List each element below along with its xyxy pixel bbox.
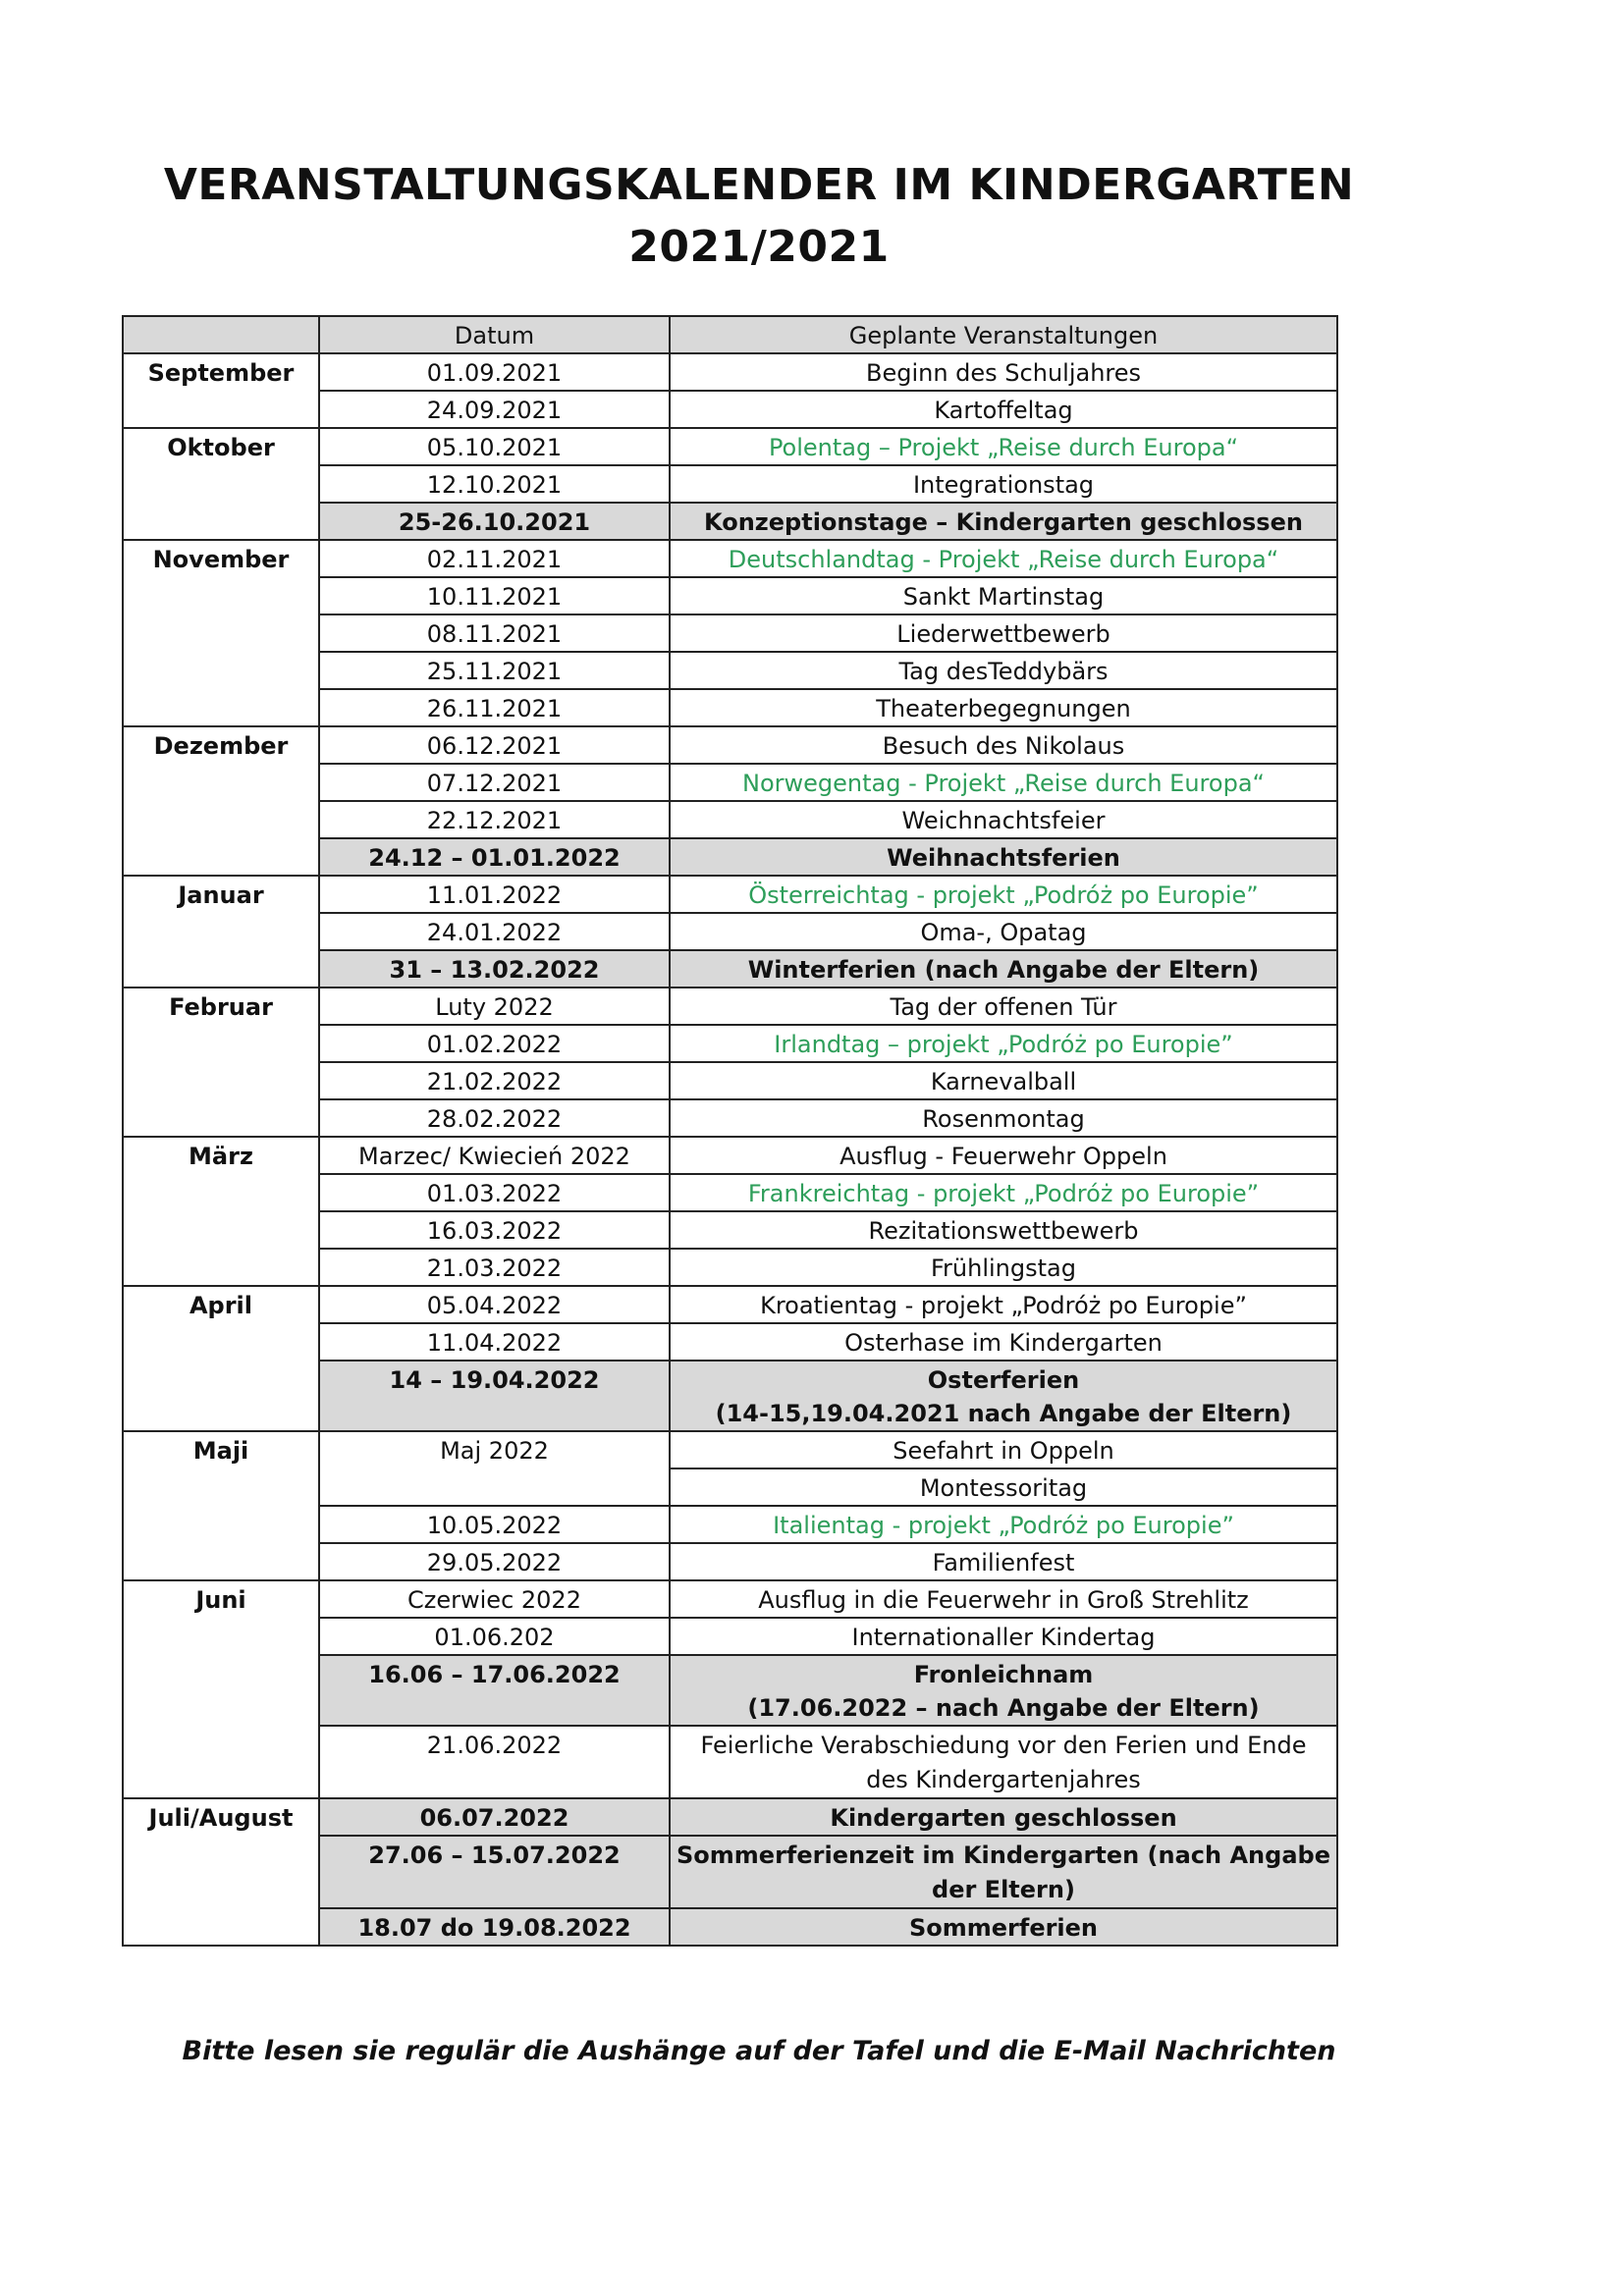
table-row xyxy=(123,353,1337,391)
date-cell: 11.01.2022 xyxy=(319,876,670,913)
footer-note: Bitte lesen sie regulär die Aushänge auf der Tafel und die E-Mail Nachrichten xyxy=(182,2036,1336,2066)
date-cell: 25.11.2021 xyxy=(319,652,670,689)
date-cell: 18.07 do 19.08.2022 xyxy=(319,1908,670,1946)
event-line-note: (14-15,19.04.2021 nach Angabe der Eltern) xyxy=(715,1400,1292,1427)
event-cell: Ausflug in die Feuerwehr in Groß Strehlitz xyxy=(670,1580,1337,1618)
month-cell: Dezember xyxy=(123,726,319,876)
date-cell: 28.02.2022 xyxy=(319,1099,670,1137)
event-cell: Norwegentag - Projekt „Reise durch Europa“ xyxy=(670,764,1337,801)
header-event: Geplante Veranstaltungen xyxy=(670,316,1337,353)
event-cell: Montessoritag xyxy=(670,1468,1337,1506)
event-cell: Deutschlandtag - Projekt „Reise durch Europa“ xyxy=(670,540,1337,577)
date-cell: 01.09.2021 xyxy=(319,353,670,391)
table-row xyxy=(123,726,1337,764)
date-cell: Luty 2022 xyxy=(319,988,670,1025)
event-cell: Integrationstag xyxy=(670,465,1337,503)
event-cell: Oma-, Opatag xyxy=(670,913,1337,950)
date-cell: 26.11.2021 xyxy=(319,689,670,726)
date-cell: 10.05.2022 xyxy=(319,1506,670,1543)
event-cell: Familienfest xyxy=(670,1543,1337,1580)
date-cell: 29.05.2022 xyxy=(319,1543,670,1580)
event-cell: Kroatientag - projekt „Podróż po Europie” xyxy=(670,1286,1337,1323)
month-cell: April xyxy=(123,1286,319,1431)
month-cell: Juli/August xyxy=(123,1798,319,1946)
event-cell: Internationaller Kindertag xyxy=(670,1618,1337,1655)
date-cell: 25-26.10.2021 xyxy=(319,503,670,540)
date-cell: 21.02.2022 xyxy=(319,1062,670,1099)
date-cell: 05.04.2022 xyxy=(319,1286,670,1323)
event-cell: Winterferien (nach Angabe der Eltern) xyxy=(670,950,1337,988)
date-cell: 24.01.2022 xyxy=(319,913,670,950)
date-cell: 24.09.2021 xyxy=(319,391,670,428)
date-cell: 21.03.2022 xyxy=(319,1249,670,1286)
event-cell: Kartoffeltag xyxy=(670,391,1337,428)
date-cell: Czerwiec 2022 xyxy=(319,1580,670,1618)
event-cell: Frühlingstag xyxy=(670,1249,1337,1286)
month-cell: Januar xyxy=(123,876,319,988)
event-cell: Weichnachtsfeier xyxy=(670,801,1337,838)
event-cell xyxy=(670,1655,1337,1726)
date-cell: 27.06 – 15.07.2022 xyxy=(319,1836,670,1908)
event-cell: Rezitationswettbewerb xyxy=(670,1211,1337,1249)
event-cell: Besuch des Nikolaus xyxy=(670,726,1337,764)
month-cell: Maji xyxy=(123,1431,319,1580)
event-cell: Beginn des Schuljahres xyxy=(670,353,1337,391)
table-row xyxy=(123,428,1337,465)
event-cell: Tag desTeddybärs xyxy=(670,652,1337,689)
month-cell: Februar xyxy=(123,988,319,1137)
date-cell: 07.12.2021 xyxy=(319,764,670,801)
event-cell: Feierliche Verabschiedung vor den Ferien und Ende des Kindergartenjahres xyxy=(670,1726,1337,1798)
date-cell: 12.10.2021 xyxy=(319,465,670,503)
event-cell: Irlandtag – projekt „Podróż po Europie” xyxy=(670,1025,1337,1062)
date-cell: 08.11.2021 xyxy=(319,614,670,652)
table-row xyxy=(123,1580,1337,1618)
date-cell: Maj 2022 xyxy=(319,1431,670,1506)
date-cell: 10.11.2021 xyxy=(319,577,670,614)
event-cell: Sankt Martinstag xyxy=(670,577,1337,614)
date-cell: 11.04.2022 xyxy=(319,1323,670,1361)
table-row xyxy=(123,988,1337,1025)
date-cell: 01.03.2022 xyxy=(319,1174,670,1211)
date-cell: 22.12.2021 xyxy=(319,801,670,838)
month-cell: März xyxy=(123,1137,319,1286)
event-line: Fronleichnam xyxy=(913,1661,1094,1688)
month-cell: Oktober xyxy=(123,428,319,540)
event-cell: Rosenmontag xyxy=(670,1099,1337,1137)
month-cell: September xyxy=(123,353,319,428)
event-calendar-table xyxy=(122,315,1338,1947)
date-cell: 16.03.2022 xyxy=(319,1211,670,1249)
table-row xyxy=(123,1431,1337,1468)
event-cell: Sommerferien xyxy=(670,1908,1337,1946)
event-cell: Polentag – Projekt „Reise durch Europa“ xyxy=(670,428,1337,465)
date-cell: 21.06.2022 xyxy=(319,1726,670,1798)
date-cell: 16.06 – 17.06.2022 xyxy=(319,1655,670,1726)
event-cell: Weihnachtsferien xyxy=(670,838,1337,876)
month-cell: November xyxy=(123,540,319,726)
event-cell: Österreichtag - projekt „Podróż po Europie” xyxy=(670,876,1337,913)
event-cell: Frankreichtag - projekt „Podróż po Europie” xyxy=(670,1174,1337,1211)
event-cell: Theaterbegegnungen xyxy=(670,689,1337,726)
event-cell: Karnevalball xyxy=(670,1062,1337,1099)
event-line-note: (17.06.2022 – nach Angabe der Eltern) xyxy=(747,1694,1260,1722)
date-cell: 06.07.2022 xyxy=(319,1798,670,1836)
date-cell: 02.11.2021 xyxy=(319,540,670,577)
date-cell: 01.02.2022 xyxy=(319,1025,670,1062)
event-cell: Ausflug - Feuerwehr Oppeln xyxy=(670,1137,1337,1174)
event-line: Osterferien xyxy=(927,1366,1080,1394)
month-cell: Juni xyxy=(123,1580,319,1798)
table-row xyxy=(123,876,1337,913)
page-subtitle-year: 2021/2021 xyxy=(628,222,890,272)
header-date: Datum xyxy=(319,316,670,353)
event-cell: Konzeptionstage – Kindergarten geschlossen xyxy=(670,503,1337,540)
page-title: VERANSTALTUNGSKALENDER IM KINDERGARTEN xyxy=(163,160,1355,210)
table-row xyxy=(123,1798,1337,1836)
event-cell: Kindergarten geschlossen xyxy=(670,1798,1337,1836)
table-header-row xyxy=(123,316,1337,353)
event-cell: Tag der offenen Tür xyxy=(670,988,1337,1025)
table-row xyxy=(123,1286,1337,1323)
header-month xyxy=(123,316,319,353)
date-cell: 01.06.202 xyxy=(319,1618,670,1655)
date-cell: 24.12 – 01.01.2022 xyxy=(319,838,670,876)
event-cell: Italientag - projekt „Podróż po Europie” xyxy=(670,1506,1337,1543)
event-cell: Seefahrt in Oppeln xyxy=(670,1431,1337,1468)
event-cell: Osterhase im Kindergarten xyxy=(670,1323,1337,1361)
date-cell: Marzec/ Kwiecień 2022 xyxy=(319,1137,670,1174)
table-row xyxy=(123,1137,1337,1174)
date-cell: 05.10.2021 xyxy=(319,428,670,465)
date-cell: 14 – 19.04.2022 xyxy=(319,1361,670,1431)
table-row xyxy=(123,540,1337,577)
event-cell: Liederwettbewerb xyxy=(670,614,1337,652)
date-cell: 06.12.2021 xyxy=(319,726,670,764)
date-cell: 31 – 13.02.2022 xyxy=(319,950,670,988)
event-cell: Sommerferienzeit im Kindergarten (nach Angabe der Eltern) xyxy=(670,1836,1337,1908)
event-cell xyxy=(670,1361,1337,1431)
